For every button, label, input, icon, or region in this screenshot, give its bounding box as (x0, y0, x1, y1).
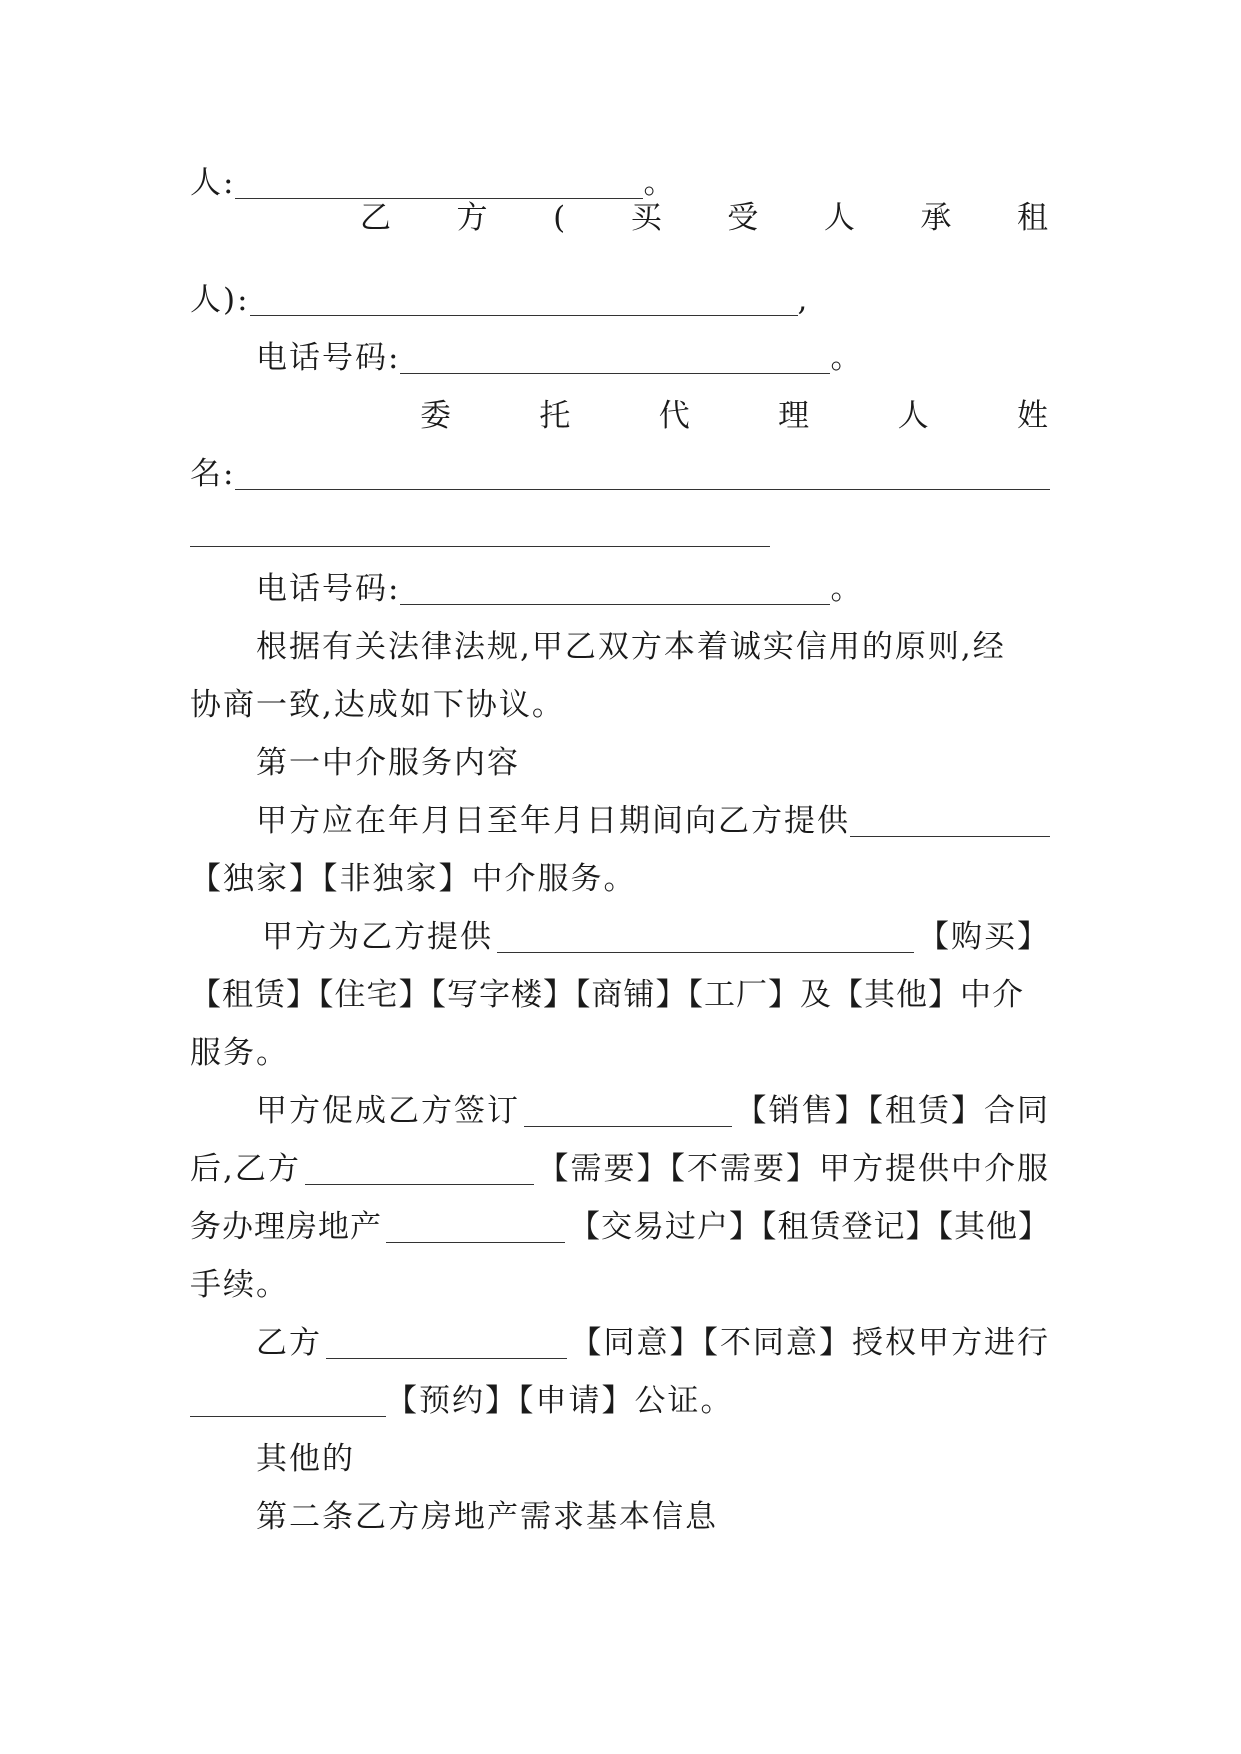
l14-suffix: 【购买】 (918, 919, 1050, 955)
l18-prefix: 后,乙方 (190, 1151, 301, 1187)
l1-suffix: 。 (643, 165, 677, 201)
l5-char: 人 (897, 398, 931, 434)
l18-suffix: 【需要】【不需要】甲方提供中介服 (537, 1151, 1050, 1187)
l5-char: 托 (539, 398, 573, 434)
blank-field[interactable] (190, 1373, 386, 1429)
section-heading: 第二条乙方房地产需求基本信息 (256, 1499, 718, 1535)
l2-char: 承 (920, 200, 954, 236)
agent-name-field-cont[interactable] (190, 503, 770, 559)
paragraph-line: 手续。 (190, 1267, 289, 1303)
phone-field[interactable] (400, 561, 830, 617)
l2-char: 受 (727, 200, 761, 236)
agent-name-field[interactable] (235, 446, 1050, 502)
paragraph-line: 协商一致,达成如下协议。 (190, 687, 565, 723)
line-12 (256, 793, 1050, 849)
l5-char: 理 (778, 398, 812, 434)
line-18 (190, 1141, 1050, 1197)
l8-suffix: 。 (830, 571, 864, 607)
l22-suffix: 【预约】【申请】公证。 (386, 1383, 734, 1419)
l21-suffix: 【同意】【不同意】授权甲方进行 (570, 1325, 1050, 1361)
line-22 (190, 1373, 1050, 1429)
blank-field[interactable] (497, 909, 914, 965)
blank-field[interactable] (250, 272, 798, 328)
section-heading: 第一中介服务内容 (256, 745, 520, 781)
l5-char: 代 (658, 398, 692, 434)
line-3 (190, 272, 1050, 328)
phone-field[interactable] (400, 330, 830, 386)
l2-char: 人 (823, 200, 857, 236)
l5-char: 委 (420, 398, 453, 434)
paragraph-line: 【租赁】【住宅】【写字楼】【商铺】【工厂】及【其他】中介 (190, 977, 1024, 1013)
l5-char: 姓 (1016, 398, 1050, 434)
l14-prefix: 甲方为乙方提供 (262, 919, 493, 955)
line-2-party-b (360, 190, 1050, 246)
blank-field[interactable] (850, 793, 1050, 849)
l19-suffix: 【交易过户】【租赁登记】【其他】 (569, 1209, 1050, 1245)
l2-char: ( (553, 200, 568, 236)
l8-prefix: 电话号码: (256, 571, 401, 607)
blank-field[interactable] (305, 1141, 534, 1197)
l4-suffix: 。 (830, 340, 864, 376)
line-7 (190, 503, 1050, 559)
l2-char: 乙 (360, 200, 393, 236)
line-5-agent (420, 388, 1050, 444)
line-17 (256, 1083, 1050, 1139)
line-19 (190, 1199, 1050, 1255)
line-8-phone (256, 561, 1050, 617)
l17-prefix: 甲方促成乙方签订 (256, 1093, 520, 1129)
l17-suffix: 【销售】【租赁】合同 (735, 1093, 1050, 1129)
l2-char: 买 (630, 200, 664, 236)
l4-prefix: 电话号码: (256, 340, 401, 376)
blank-field[interactable] (524, 1083, 732, 1139)
l6-prefix: 名: (190, 456, 236, 492)
line-14 (262, 909, 1050, 965)
blank-field[interactable] (326, 1315, 567, 1371)
line-6 (190, 446, 1050, 502)
l21-prefix: 乙方 (256, 1325, 322, 1361)
l19-prefix: 务办理房地产 (190, 1209, 382, 1245)
l2-char: 方 (456, 200, 490, 236)
l1-prefix: 人: (190, 165, 236, 201)
line-4-phone (256, 330, 1050, 386)
paragraph-line: 【独家】【非独家】中介服务。 (190, 861, 637, 897)
paragraph-line: 服务。 (190, 1035, 289, 1071)
line-21 (256, 1315, 1050, 1371)
l2-char: 租 (1016, 200, 1050, 236)
l3-suffix: , (797, 282, 810, 318)
blank-field[interactable] (386, 1199, 565, 1255)
l12-text: 甲方应在年月日至年月日期间向乙方提供 (256, 803, 850, 839)
l3-prefix: 人): (190, 282, 250, 318)
paragraph-line: 根据有关法律法规,甲乙双方本着诚实信用的原则,经 (256, 629, 1006, 665)
paragraph-line: 其他的 (256, 1441, 355, 1477)
